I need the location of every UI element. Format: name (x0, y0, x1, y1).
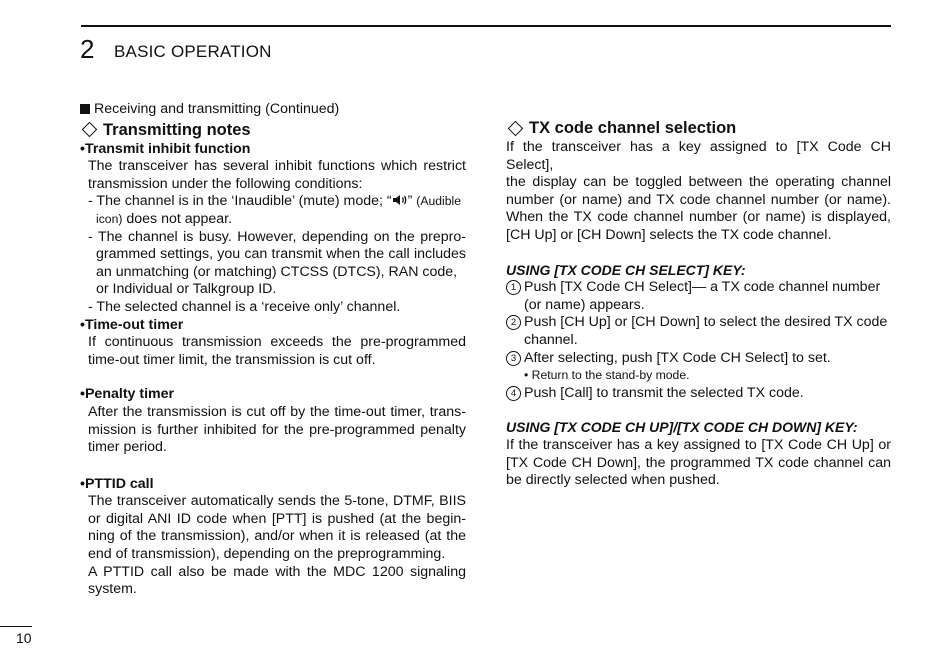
text-line: time-out timer limit, the transmission is cut off. (88, 351, 376, 368)
continued-heading: Receiving and transmitting (Continued) (80, 101, 466, 119)
text-line: end of transmission), depending on the preprogramming. (88, 546, 446, 563)
text-line: [TX Code CH Down], the programmed TX code channel can (506, 454, 891, 471)
black-square-icon (80, 104, 90, 114)
step-1 (506, 279, 891, 314)
text-line: be directly selected when pushed. (506, 472, 720, 489)
audible-speaker-icon (392, 194, 408, 206)
header-rule (81, 25, 891, 27)
step-4 (506, 385, 891, 403)
text-line: - The channel is busy. However, depending on the prepro- (88, 228, 466, 245)
circled-number: 2 (506, 315, 521, 330)
timeout-title: •Time-out timer (80, 316, 184, 333)
text-line: If the transceiver has a key assigned to [TX Code CH Up] or (506, 436, 891, 453)
inhibit-body (80, 158, 466, 316)
text-line: If the transceiver has a key assigned to [TX Code CH Select], (506, 139, 891, 173)
text-line: timer period. (88, 439, 167, 456)
section-heading-tx-code: TX code channel selection (506, 117, 891, 139)
circled-number: 3 (506, 351, 521, 366)
diamond-icon (82, 122, 98, 138)
step-2 (506, 314, 891, 349)
inhibit-condition-receive-only: - The selected channel is a ‘receive only’ channel. (88, 298, 401, 315)
pttid-title: •PTTID call (80, 475, 154, 492)
penalty-body (80, 404, 466, 457)
step-3 (506, 350, 891, 368)
text-line: Push [Call] to transmit the selected TX code. (524, 384, 804, 401)
text-line: The transceiver automatically sends the 5-tone, DTMF, BIIS (88, 493, 466, 510)
pttid-body (80, 493, 466, 599)
text-line: the display can be toggled between the operating channel (506, 174, 891, 191)
using-up-down-key-heading: USING [TX CODE CH UP]/[TX CODE CH DOWN] KEY: (506, 419, 858, 436)
using-select-key-heading: USING [TX CODE CH SELECT] KEY: (506, 261, 746, 278)
text-line: or Individual or Talkgroup ID. (96, 281, 277, 298)
text-line: grammed settings, you can transmit when the call includes (96, 246, 466, 263)
step-3-note: • Return to the stand-by mode. (524, 368, 690, 383)
text-line: When the TX code channel number (or name) is displayed, (506, 209, 891, 226)
text-line: transmission under the following conditions: (88, 175, 363, 192)
text-line: [CH Up] or [CH Down] selects the TX code channel. (506, 226, 832, 243)
footer-rule (0, 626, 32, 627)
circled-number: 1 (506, 280, 521, 295)
text-line: channel. (524, 331, 578, 348)
text-line: mission is further inhibited for the pre-programmed penalty (88, 421, 466, 438)
text-line: If continuous transmission exceeds the pre-programmed (88, 334, 466, 351)
left-column (80, 101, 466, 599)
circled-number: 4 (506, 386, 521, 401)
chapter-title: BASIC OPERATION (114, 42, 272, 61)
inhibit-condition-mute-cont: icon) does not appear. (96, 210, 233, 227)
text-line: or digital ANI ID code when [PTT] is pushed (at the begin- (88, 510, 466, 527)
page-number: 10 (16, 630, 32, 646)
penalty-title: •Penalty timer (80, 386, 175, 403)
text-line: an unmatching (or matching) CTCSS (DTCS), RAN code, (96, 263, 458, 280)
text-line: After selecting, push [TX Code CH Select] to set. (524, 349, 831, 366)
text-line: (or name) appears. (524, 296, 645, 313)
text-line: system. (88, 581, 137, 598)
text-line: The transceiver has several inhibit functions which restrict (88, 158, 466, 175)
chapter-number: 2 (80, 34, 95, 64)
text-line: A PTTID call also be made with the MDC 1200 signaling (88, 563, 466, 580)
text-line: Push [TX Code CH Select]— a TX code channel number (524, 279, 881, 296)
text-line: ning of the transmission), and/or when it is released (at the (88, 528, 466, 545)
inhibit-condition-mute: - The channel is in the ‘Inaudible’ (mute) mode; “ ” (Audible (88, 193, 462, 210)
inhibit-title: •Transmit inhibit function (80, 140, 251, 157)
timeout-body (80, 334, 466, 369)
right-column (506, 117, 891, 490)
text-line: After the transmission is cut off by the time-out timer, trans- (88, 403, 466, 420)
text-line: number (or name) and TX code channel number (or name). (506, 191, 891, 208)
text-line: Push [CH Up] or [CH Down] to select the desired TX code (524, 314, 888, 331)
diamond-icon (508, 120, 524, 136)
section-heading-transmitting-notes: Transmitting notes (80, 119, 466, 141)
